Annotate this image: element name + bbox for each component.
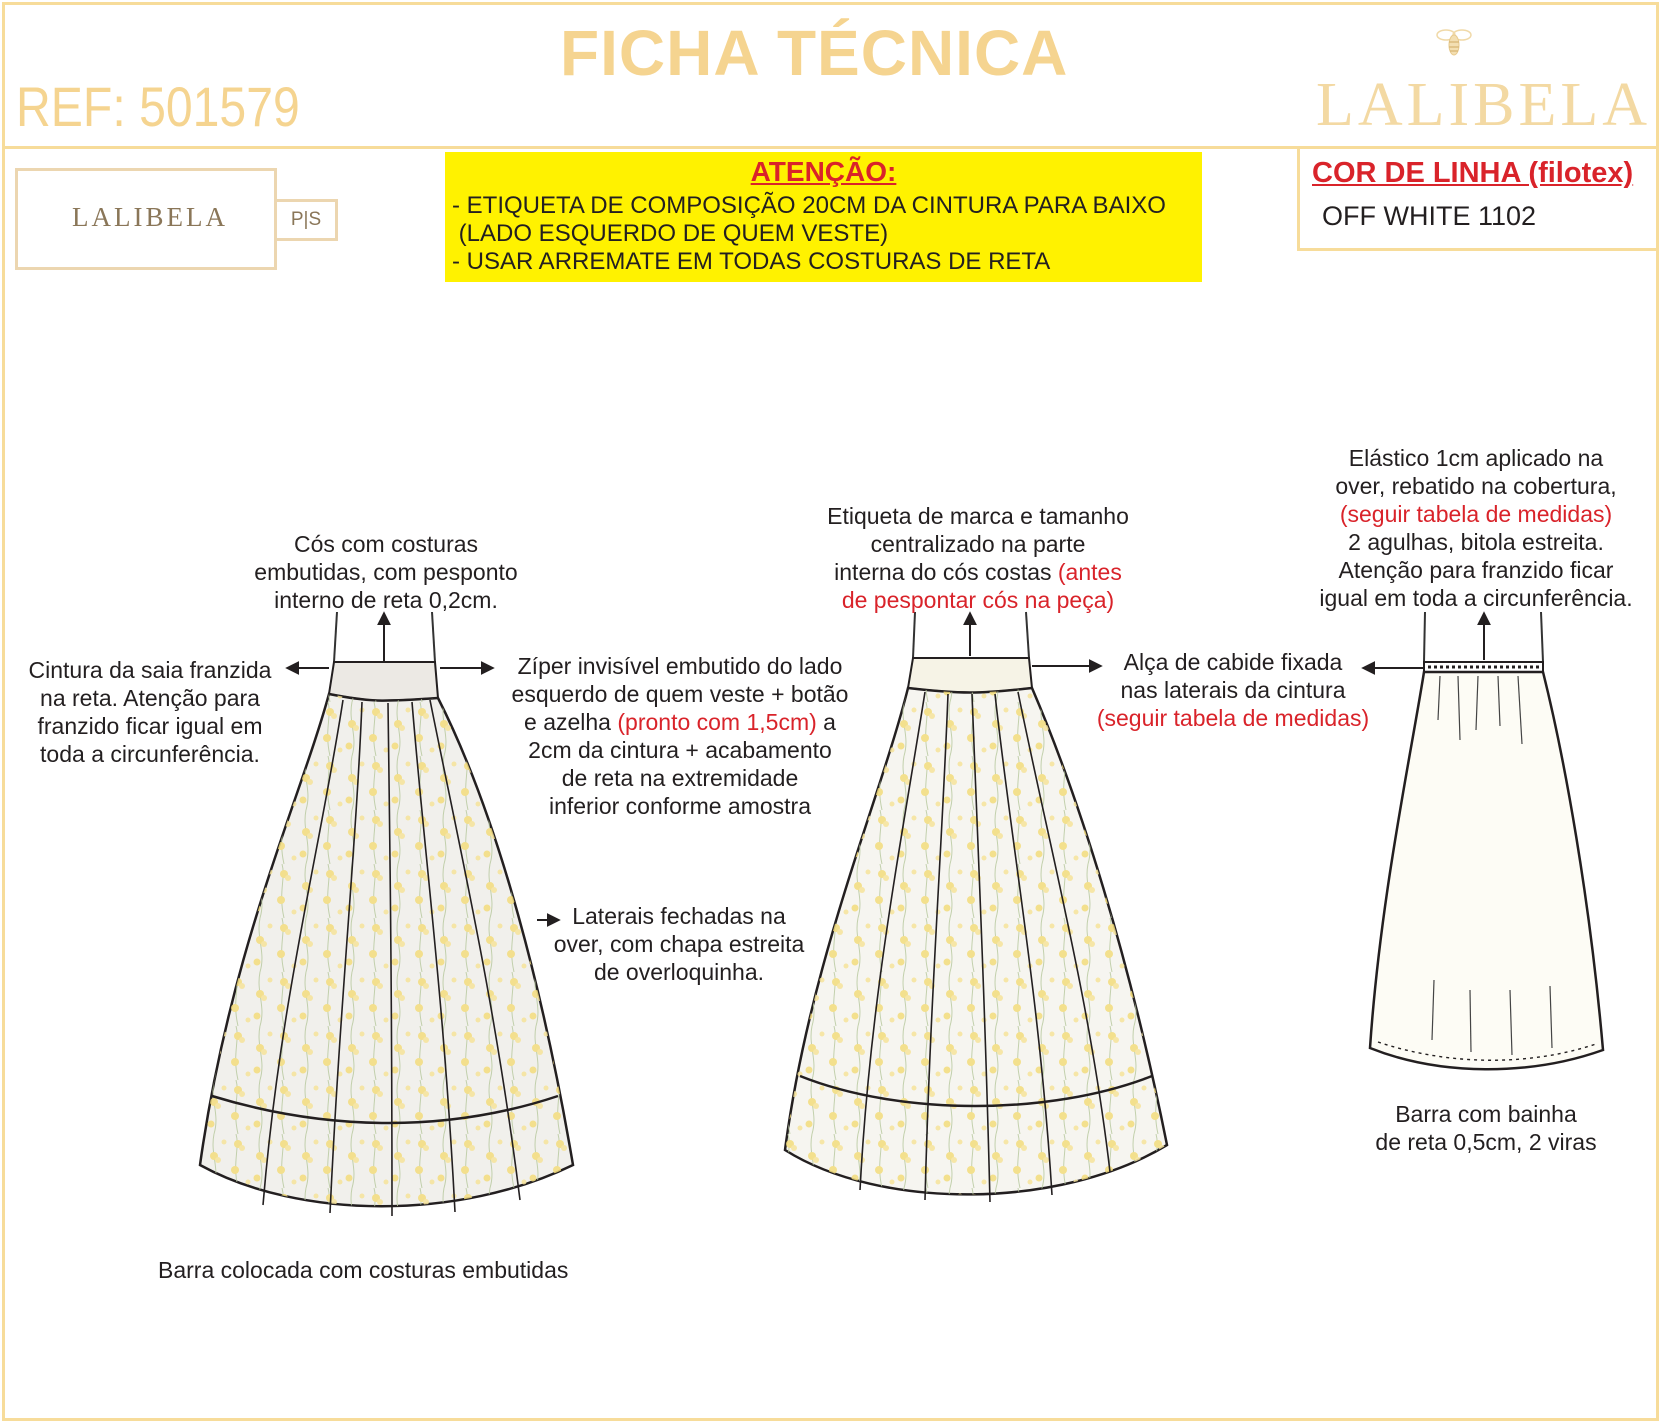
note-alca	[1078, 648, 1388, 732]
note-line: de pespontar cós na peça)	[841, 587, 1115, 613]
note-line: interno de reta 0,2cm.	[274, 587, 498, 613]
note-line: igual em toda a circunferência.	[1319, 585, 1633, 611]
note-cos	[236, 530, 536, 614]
note-line: over, rebatido na cobertura,	[1335, 473, 1617, 499]
note-etiqueta	[808, 502, 1148, 614]
note-text: e azelha	[524, 709, 618, 735]
attention-line: - USAR ARREMATE EM TODAS COSTURAS DE RETA	[452, 248, 1051, 275]
note-line: centralizado na parte	[870, 531, 1086, 557]
brand-label-text: LALIBELA	[72, 202, 228, 232]
note-line: over, com chapa estreita	[553, 931, 805, 957]
note-laterais	[536, 902, 822, 986]
note-cintura	[12, 656, 288, 768]
note-line: Etiqueta de marca e tamanho	[827, 503, 1129, 529]
note-line: Alça de cabide fixada	[1123, 649, 1343, 675]
note-line: 2cm da cintura + acabamento	[528, 737, 832, 763]
thread-color-title: COR DE LINHA (filotex)	[1312, 157, 1634, 189]
attention-line: (LADO ESQUERDO DE QUEM VESTE)	[452, 220, 889, 247]
note-line: 2 agulhas, bitola estreita.	[1348, 529, 1604, 555]
note-line: Cós com costuras	[293, 531, 479, 557]
note-line: (seguir tabela de medidas)	[1096, 705, 1370, 731]
note-line: embutidas, com pesponto	[254, 559, 518, 585]
note-line: de reta 0,5cm, 2 viras	[1375, 1129, 1597, 1155]
attention-line: - ETIQUETA DE COMPOSIÇÃO 20CM DA CINTURA PARA BAIXO	[452, 192, 1166, 219]
thread-color-value: OFF WHITE 1102	[1322, 201, 1537, 231]
note-barra-forro	[1356, 1100, 1616, 1156]
note-line: esquerdo de quem veste + botão	[511, 681, 849, 707]
note-line: Elástico 1cm aplicado na	[1348, 445, 1604, 471]
note-line	[490, 708, 870, 736]
note-line: nas laterais da cintura	[1120, 677, 1346, 703]
size-label: P|S	[274, 199, 338, 241]
note-line: Atenção para franzido ficar	[1338, 557, 1614, 583]
note-line: Zíper invisível embutido do lado	[517, 653, 843, 679]
note-text: interna do cós costas	[834, 559, 1058, 585]
attention-title: ATENÇÃO:	[750, 156, 897, 187]
note-line: franzido ficar igual em	[37, 713, 263, 739]
note-line: Barra com bainha	[1395, 1101, 1577, 1127]
note-line: inferior conforme amostra	[548, 793, 812, 819]
note-ziper	[490, 652, 870, 820]
note-elastico	[1306, 444, 1646, 612]
note-line: de reta na extremidade	[561, 765, 799, 791]
note-highlight: (pronto com 1,5cm)	[617, 709, 817, 735]
note-line: Cintura da saia franzida	[28, 657, 272, 683]
page-title: FICHA TÉCNICA	[560, 17, 1069, 89]
reference-code: REF: 501579	[16, 75, 300, 138]
note-barra-frente: Barra colocada com costuras embutidas	[158, 1257, 569, 1283]
note-line: Laterais fechadas na	[572, 903, 786, 929]
lining-drawing	[1370, 612, 1603, 1069]
brand-logo: LALIBELA	[1316, 71, 1652, 139]
note-line: na reta. Atenção para	[40, 685, 260, 711]
note-line: toda a circunferência.	[40, 741, 260, 767]
note-highlight: (antes	[1057, 559, 1122, 585]
note-line: (seguir tabela de medidas)	[1339, 501, 1613, 527]
note-line	[808, 558, 1148, 586]
note-text: a	[816, 709, 836, 735]
note-line: de overloquinha.	[593, 959, 765, 985]
